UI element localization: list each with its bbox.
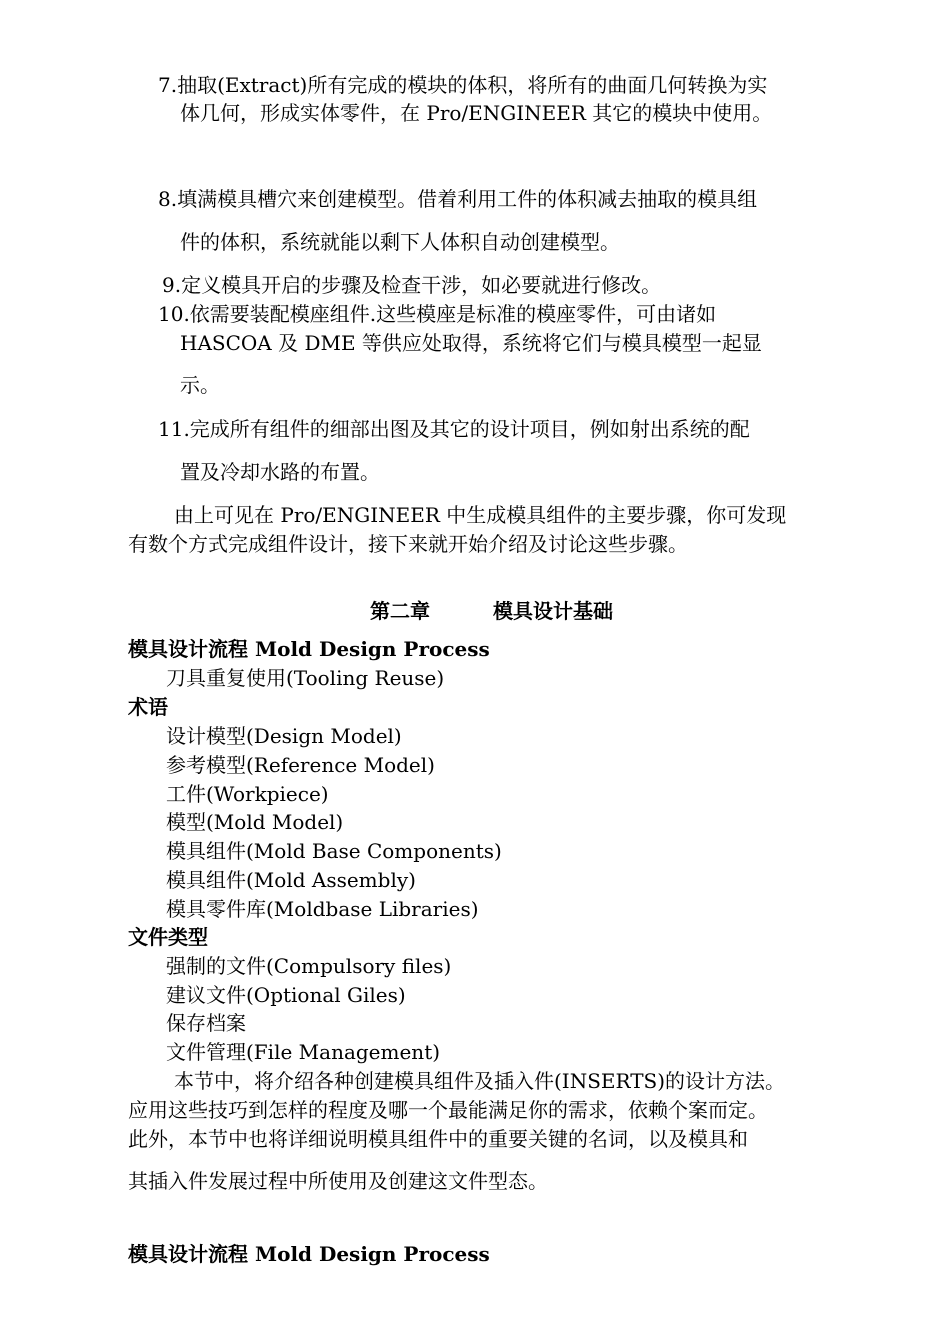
step-7-line-1: 7.抽取(Extract)所有完成的模块的体积，将所有的曲面几何转换为实 [158,73,768,97]
intro-line-3: 此外，本节中也将详细说明模具组件中的重要关键的名词，以及模具和 [128,1127,748,1151]
terms-item: 模具组件(Mold Assembly) [166,868,416,892]
step-9-line-1: 9.定义模具开启的步骤及检查干涉，如必要就进行修改。 [162,273,662,297]
step-10-line-3: 示。 [180,373,220,397]
filetypes-heading: 文件类型 [128,925,208,949]
intro-line-1: 本节中，将介绍各种创建模具组件及插入件(INSERTS)的设计方法。 [174,1069,786,1093]
step-8-line-2: 件的体积，系统就能以剩下人体积自动创建模型。 [180,230,620,254]
filetypes-item: 保存档案 [166,1011,246,1035]
chapter-title: 模具设计基础 [493,599,613,623]
filetypes-item: 建议文件(Optional Giles) [166,983,406,1007]
intro-line-4: 其插入件发展过程中所使用及创建这文件型态。 [128,1169,548,1193]
process-item: 刀具重复使用(Tooling Reuse) [166,666,445,690]
step-7-line-2: 体几何，形成实体零件，在 Pro/ENGINEER 其它的模块中使用。 [180,101,773,125]
terms-item: 设计模型(Design Model) [166,724,402,748]
filetypes-item: 文件管理(File Management) [166,1040,441,1064]
terms-item: 工件(Workpiece) [166,782,329,806]
terms-heading: 术语 [128,695,168,719]
summary-line-2: 有数个方式完成组件设计，接下来就开始介绍及讨论这些步骤。 [128,532,688,556]
step-11-line-1: 11.完成所有组件的细部出图及其它的设计项目，例如射出系统的配 [158,417,750,441]
step-8-line-1: 8.填满模具槽穴来创建模型。借着利用工件的体积减去抽取的模具组 [158,187,758,211]
process-heading: 模具设计流程 Mold Design Process [128,637,490,661]
terms-item: 模型(Mold Model) [166,810,344,834]
intro-line-2: 应用这些技巧到怎样的程度及哪一个最能满足你的需求，依赖个案而定。 [128,1098,768,1122]
filetypes-item: 强制的文件(Compulsory files) [166,954,452,978]
terms-item: 参考模型(Reference Model) [166,753,435,777]
terms-item: 模具组件(Mold Base Components) [166,839,502,863]
step-11-line-2: 置及冷却水路的布置。 [180,460,380,484]
section-heading: 模具设计流程 Mold Design Process [128,1242,490,1266]
step-10-line-1: 10.依需要装配模座组件.这些模座是标准的模座零件，可由诸如 [158,302,717,326]
summary-line-1: 由上可见在 Pro/ENGINEER 中生成模具组件的主要步骤，你可发现 [174,503,787,527]
step-10-line-2: HASCOA 及 DME 等供应处取得，系统将它们与模具模型一起显 [180,331,762,355]
chapter-number: 第二章 [370,599,430,623]
terms-item: 模具零件库(Moldbase Libraries) [166,897,479,921]
